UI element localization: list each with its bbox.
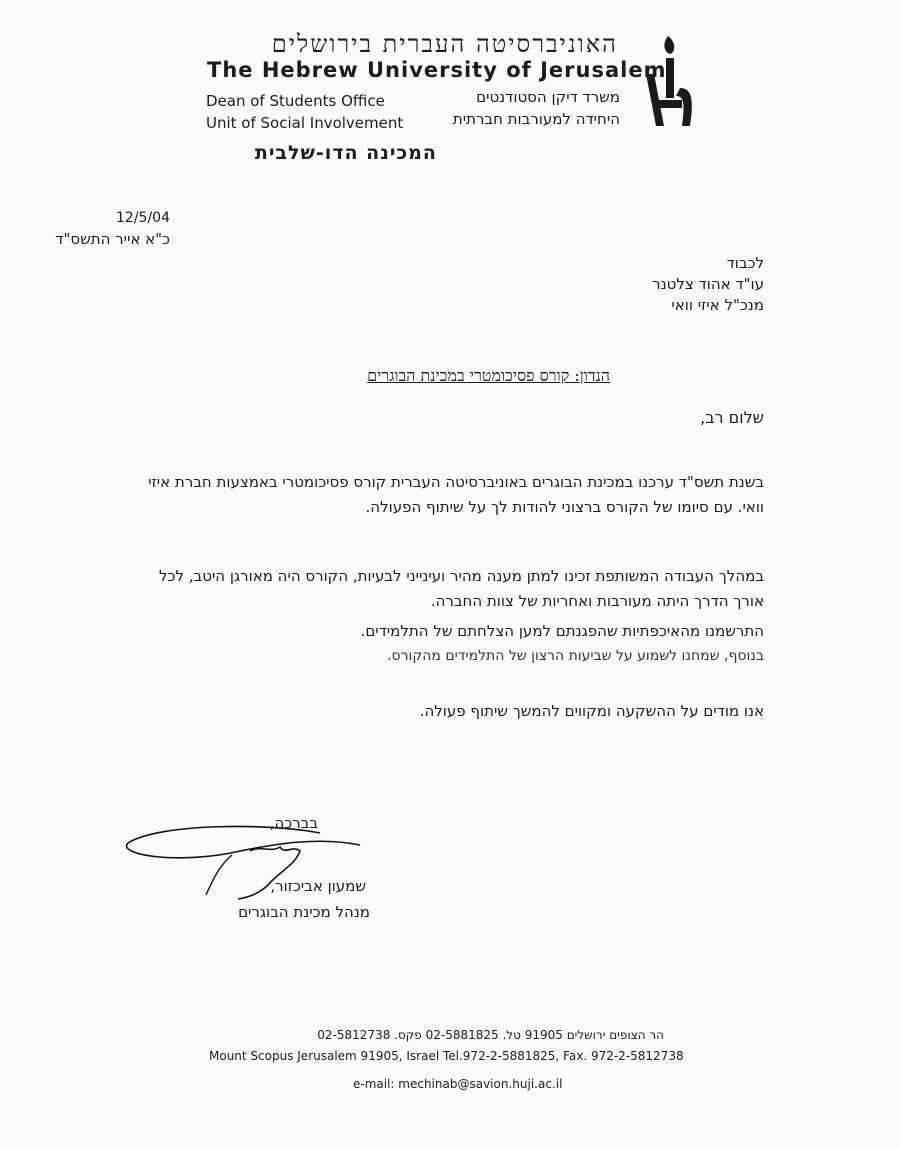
unit-name-he: היחידה למעורבות חברתית <box>452 110 620 128</box>
dept-name-en: Dean of Students Office <box>206 92 385 110</box>
signer-title: מנהל מכינת הבוגרים <box>238 903 370 921</box>
university-name-he: האוניברסיטה העברית בירושלים <box>271 30 618 58</box>
paragraph-2-line-b: התרשמנו מהאיכפתיות שהפגנתם למען הצלחתם של התלמידים. <box>360 622 764 640</box>
subject-line: הנדון: קורס פסיכומטרי במכינת הבוגרים <box>367 366 610 385</box>
unit-name-en: Unit of Social Involvement <box>206 114 404 132</box>
greeting: שלום רב, <box>700 408 764 427</box>
paragraph-2: במהלך העבודה המשותפת זכינו למתן מענה מהיר ועינייני לבעיות, הקורס היה מאורגן היטב, לכל אורך הדרך היתה מעורבות ואחריות של צוות החברה. <box>159 567 764 610</box>
university-name-en: The Hebrew University of Jerusalem <box>207 58 667 82</box>
date-hebrew: כ"א אייר התשס"ד <box>55 230 170 248</box>
recipient-salutation: לכבוד <box>726 254 764 272</box>
program-title: המכינה הדו-שלבית <box>254 142 437 164</box>
date-gregorian: 12/5/04 <box>116 210 170 226</box>
paragraph-2-line-c: בנוסף, שמחנו לשמוע על שביעות הרצון של התלמידים מהקורס. <box>387 648 764 664</box>
signer-name: שמעון אביכזור, <box>270 877 366 895</box>
footer-address-en: Mount Scopus Jerusalem 91905, Israel Tel.972-2-5881825, Fax. 972-2-5812738 <box>209 1049 684 1063</box>
dept-name-he: משרד דיקן הסטודנטים <box>476 88 620 106</box>
recipient-name: עו"ד אהוד צלטנר <box>652 275 764 293</box>
footer-email: e-mail: mechinab@savion.huji.ac.il <box>353 1077 563 1091</box>
closing-blessing: בברכה, <box>269 814 318 832</box>
recipient-title: מנכ"ל איזי וואי <box>671 296 764 314</box>
paragraph-1: בשנת תשס"ד ערכנו במכינת הבוגרים באוניברסיטה העברית קורס פסיכומטרי באמצעות חברת איזי וואי. עם סיומו של הקורס ברצוני להודות לך על שיתוף הפעולה. <box>148 473 764 516</box>
paragraph-3: אנו מודים על ההשקעה ומקווים להמשך שיתוף פעולה. <box>419 702 764 720</box>
footer-address-he: הר הצופים ירושלים 91905 טל. 02-5881825 פקס. 02-5812738 <box>317 1028 664 1042</box>
